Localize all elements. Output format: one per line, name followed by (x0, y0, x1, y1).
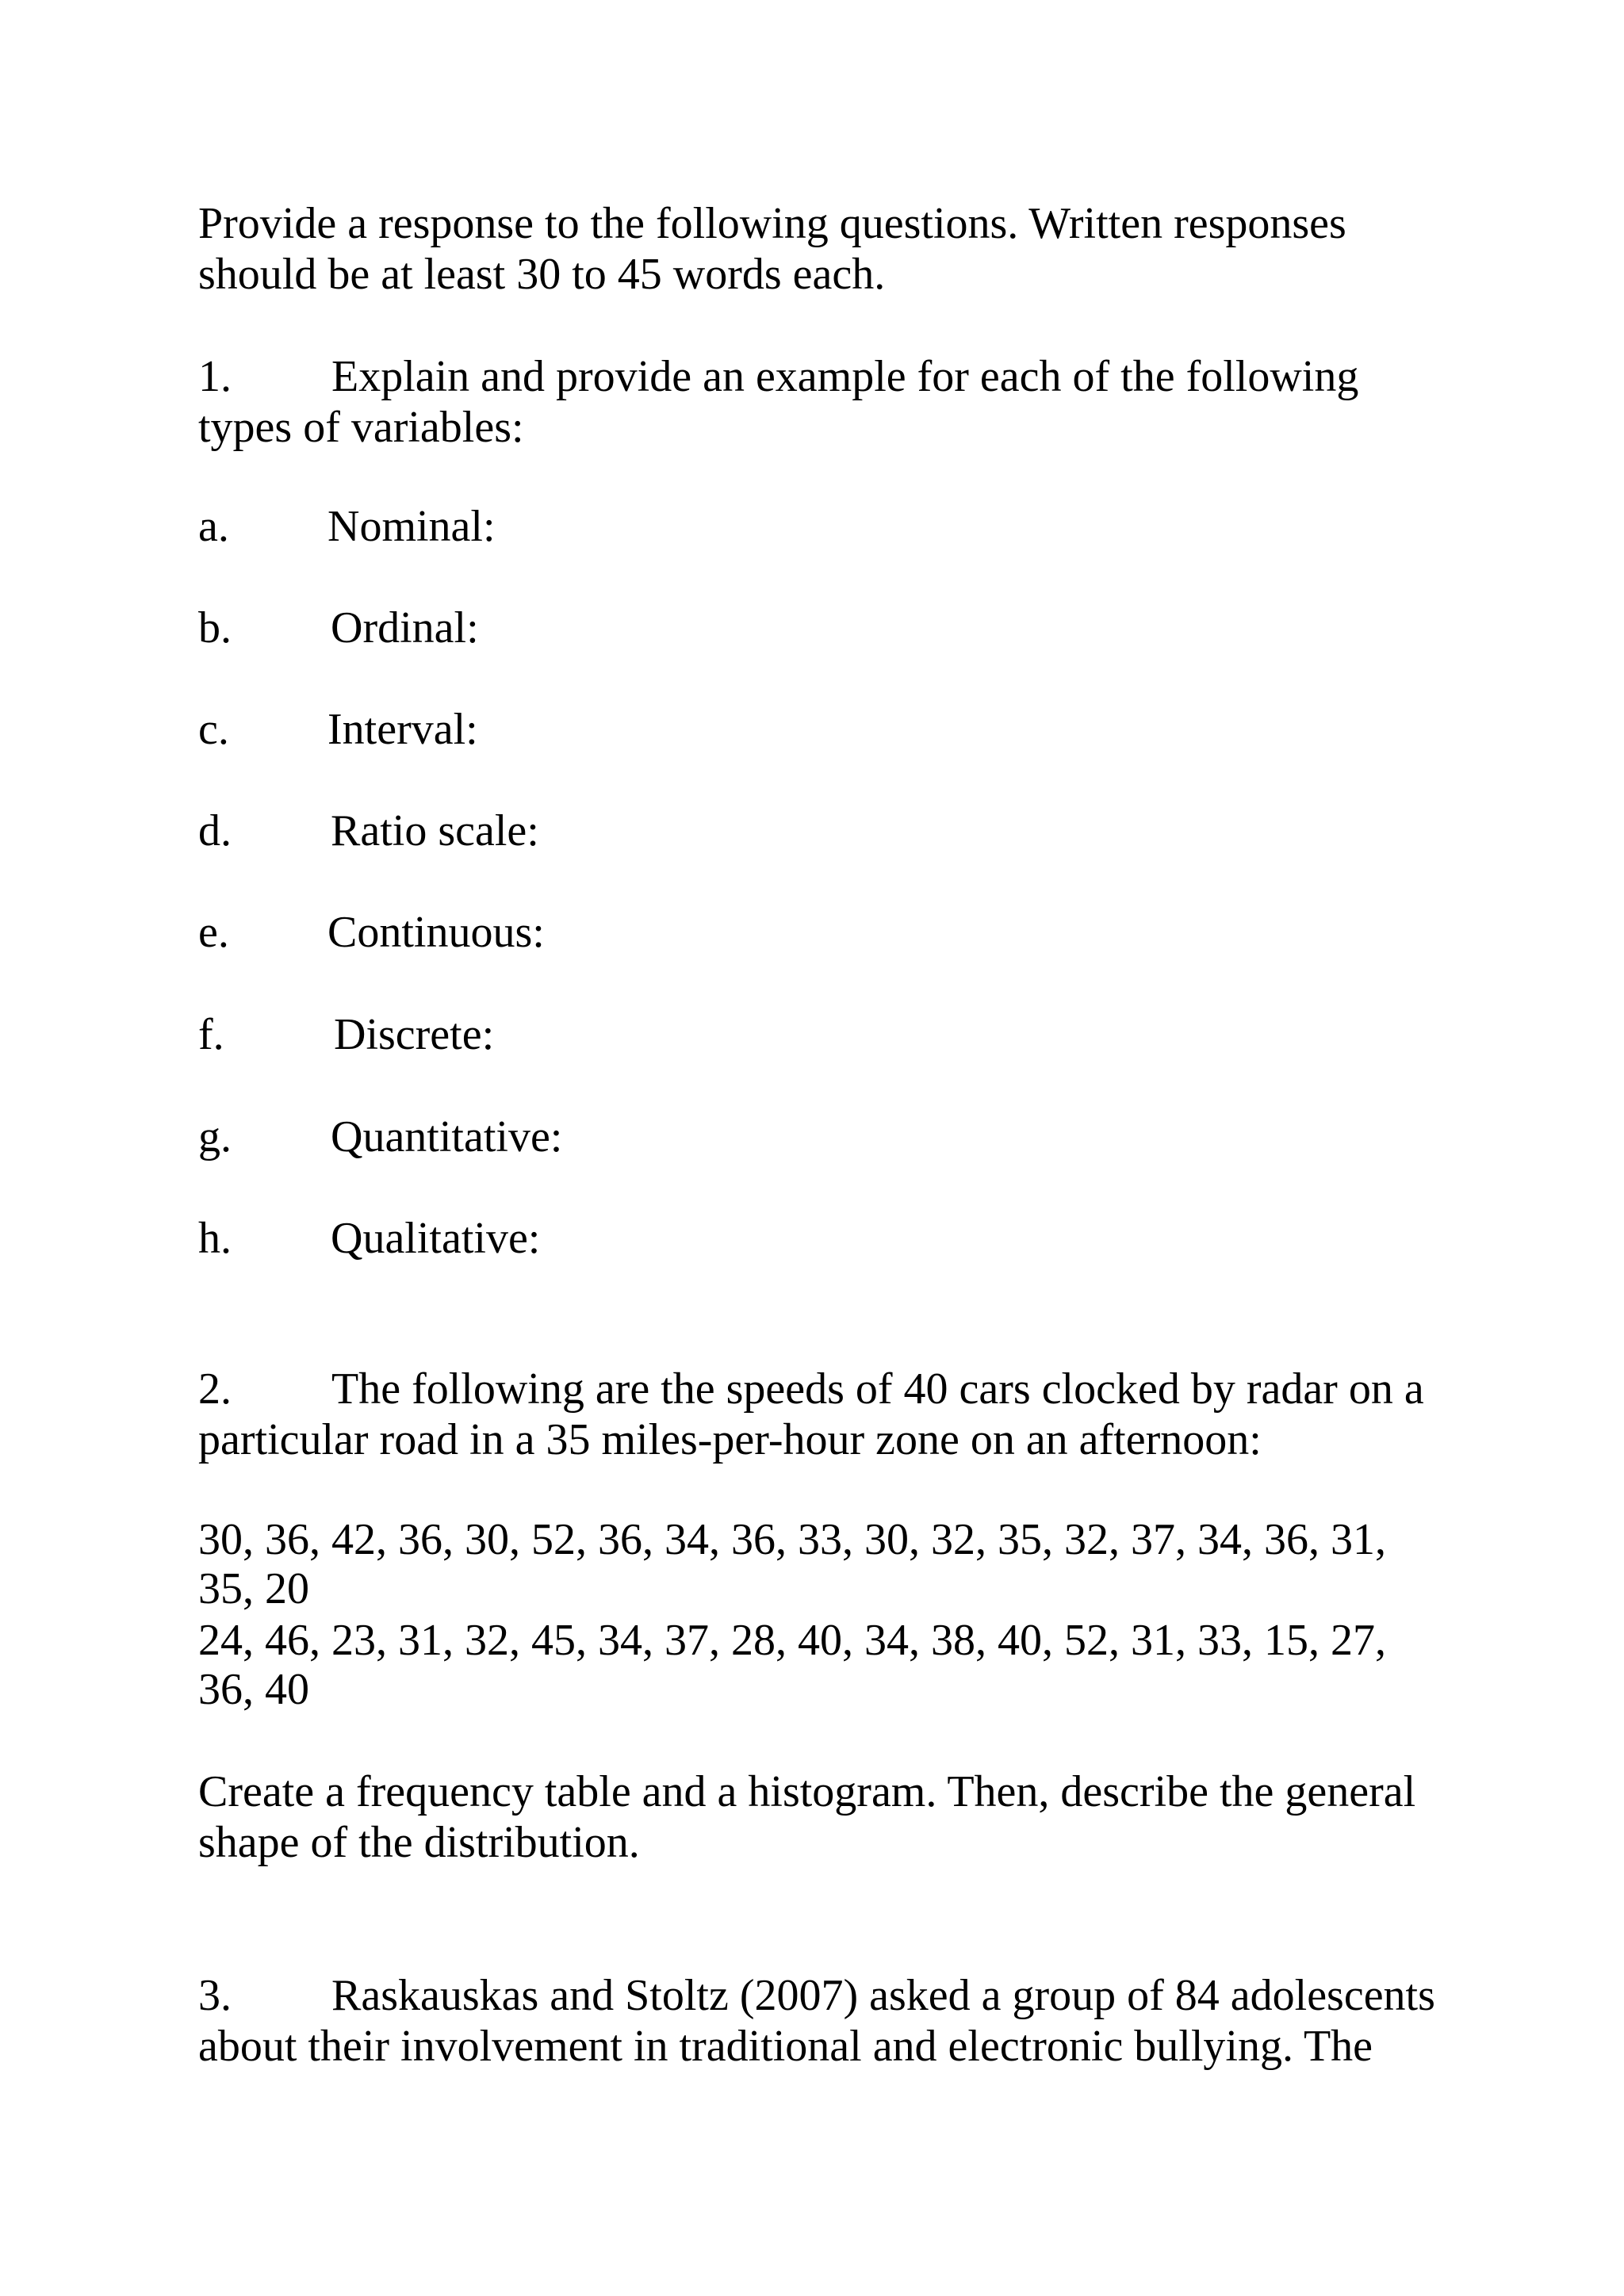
item-a-letter: a. (198, 502, 229, 551)
speed-data-line-1: 30, 36, 42, 36, 30, 52, 36, 34, 36, 33, 30, 32, 35, 32, 37, 34, 36, 31, (198, 1515, 1386, 1564)
item-g-label: Quantitative: (331, 1112, 563, 1161)
item-f-label: Discrete: (334, 1010, 495, 1059)
question-1-line-1: Explain and provide an example for each of the following (331, 352, 1359, 401)
question-2-line-2: particular road in a 35 miles-per-hour zone on an afternoon: (198, 1415, 1262, 1464)
item-b-label: Ordinal: (331, 603, 479, 652)
question-3-line-2: about their involvement in traditional and electronic bullying. The (198, 2022, 1373, 2071)
item-c-label: Interval: (327, 705, 478, 754)
speed-data-line-3: 24, 46, 23, 31, 32, 45, 34, 37, 28, 40, 34, 38, 40, 52, 31, 33, 15, 27, (198, 1616, 1386, 1665)
item-d-letter: d. (198, 806, 232, 855)
question-2-number: 2. (198, 1364, 232, 1414)
item-e-label: Continuous: (327, 908, 545, 957)
intro-line-1: Provide a response to the following questions. Written responses (198, 199, 1346, 248)
item-d-label: Ratio scale: (331, 806, 539, 855)
item-h-label: Qualitative: (331, 1214, 541, 1263)
question-2-task-line-2: shape of the distribution. (198, 1818, 640, 1867)
item-h-letter: h. (198, 1214, 232, 1263)
question-3-number: 3. (198, 1971, 232, 2020)
question-2-task-line-1: Create a frequency table and a histogram. Then, describe the general (198, 1767, 1416, 1816)
question-3-line-1: Raskauskas and Stoltz (2007) asked a group of 84 adolescents (331, 1971, 1435, 2020)
item-c-letter: c. (198, 705, 229, 754)
item-b-letter: b. (198, 603, 232, 652)
item-e-letter: e. (198, 908, 229, 957)
speed-data-line-2: 35, 20 (198, 1564, 309, 1613)
speed-data-line-4: 36, 40 (198, 1665, 309, 1714)
question-1-line-2: types of variables: (198, 403, 524, 452)
question-2-line-1: The following are the speeds of 40 cars clocked by radar on a (331, 1364, 1424, 1414)
intro-line-2: should be at least 30 to 45 words each. (198, 250, 886, 299)
item-g-letter: g. (198, 1112, 232, 1161)
question-1-number: 1. (198, 352, 232, 401)
item-a-label: Nominal: (327, 502, 496, 551)
item-f-letter: f. (198, 1010, 224, 1059)
